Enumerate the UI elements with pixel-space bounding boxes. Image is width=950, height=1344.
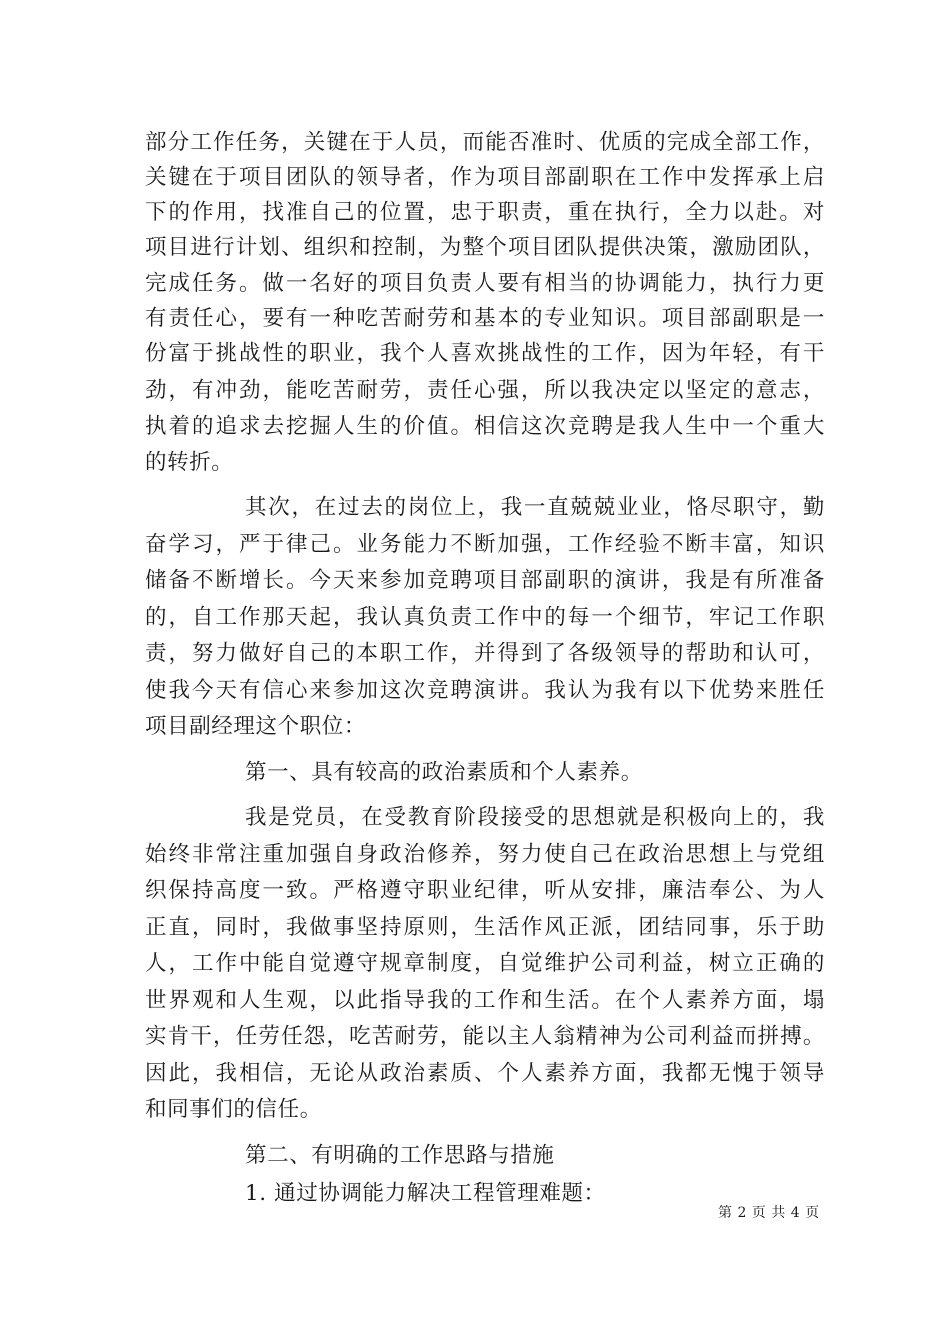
- text-line: 关键在于项目团队的领导者，作为项目部副职在工作中发挥承上启: [145, 165, 825, 190]
- text-line: 使我今天有信心来参加这次竞聘演讲。我认为我有以下优势来胜任: [145, 678, 825, 703]
- text-line: 有责任心，要有一种吃苦耐劳和基本的专业知识。项目部副职是一: [145, 306, 825, 331]
- text-line: 下的作用，找准自己的位置，忠于职责，重在执行，全力以赴。对: [145, 200, 825, 225]
- text-line: 正直，同时，我做事坚持原则，生活作风正派，团结同事，乐于助: [145, 915, 825, 940]
- text-line: 完成任务。做一名好的项目负责人要有相当的协调能力，执行力更: [145, 271, 825, 296]
- text-line: 项目副经理这个职位：: [145, 714, 367, 739]
- text-line: 执着的追求去挖掘人生的价值。相信这次竞聘是我人生中一个重大: [145, 414, 825, 439]
- text-line: 因此，我相信，无论从政治素质、个人素养方面，我都无愧于领导: [145, 1061, 825, 1086]
- text-line: 份富于挑战性的职业，我个人喜欢挑战性的工作，因为年轻，有干: [145, 341, 825, 366]
- paragraph-start-line: 其次，在过去的岗位上，我一直兢兢业业，恪尽职守，勤: [245, 495, 825, 520]
- text-line: 项目进行计划、组织和控制，为整个项目团队提供决策，激励团队，: [145, 235, 825, 260]
- text-line: 的转折。: [145, 450, 234, 475]
- text-line: 奋学习，严于律己。业务能力不断加强，工作经验不断丰富，知识: [145, 532, 825, 557]
- page-number: 第 2 页 共 4 页: [718, 1205, 820, 1221]
- text-line: 部分工作任务，关键在于人员，而能否准时、优质的完成全部工作，: [145, 130, 825, 155]
- text-line: 和同事们的信任。: [145, 1097, 322, 1122]
- text-line: 始终非常注重加强自身政治修养，努力使自己在政治思想上与党组: [145, 842, 825, 867]
- numbered-item: 1. 通过协调能力解决工程管理难题：: [245, 1181, 606, 1206]
- section-heading: 第一、具有较高的政治素质和个人素养。: [245, 760, 643, 785]
- text-line: 的，自工作那天起，我认真负责工作中的每一个细节，牢记工作职: [145, 605, 825, 630]
- text-line: 世界观和人生观，以此指导我的工作和生活。在个人素养方面，塌: [145, 988, 825, 1013]
- text-line: 责，努力做好自己的本职工作，并得到了各级领导的帮助和认可，: [145, 641, 825, 666]
- paragraph-start-line: 我是党员，在受教育阶段接受的思想就是积极向上的，我: [245, 805, 825, 830]
- text-line: 人，工作中能自觉遵守规章制度，自觉维护公司利益，树立正确的: [145, 951, 825, 976]
- text-line: 实肯干，任劳任怨，吃苦耐劳，能以主人翁精神为公司利益而拼搏。: [145, 1024, 825, 1049]
- text-line: 劲，有冲劲，能吃苦耐劳，责任心强，所以我决定以坚定的意志，: [145, 378, 825, 403]
- text-line: 储备不断增长。今天来参加竞聘项目部副职的演讲，我是有所准备: [145, 568, 825, 593]
- section-heading: 第二、有明确的工作思路与措施: [245, 1143, 555, 1168]
- text-line: 织保持高度一致。严格遵守职业纪律，听从安排，廉洁奉公、为人: [145, 878, 825, 903]
